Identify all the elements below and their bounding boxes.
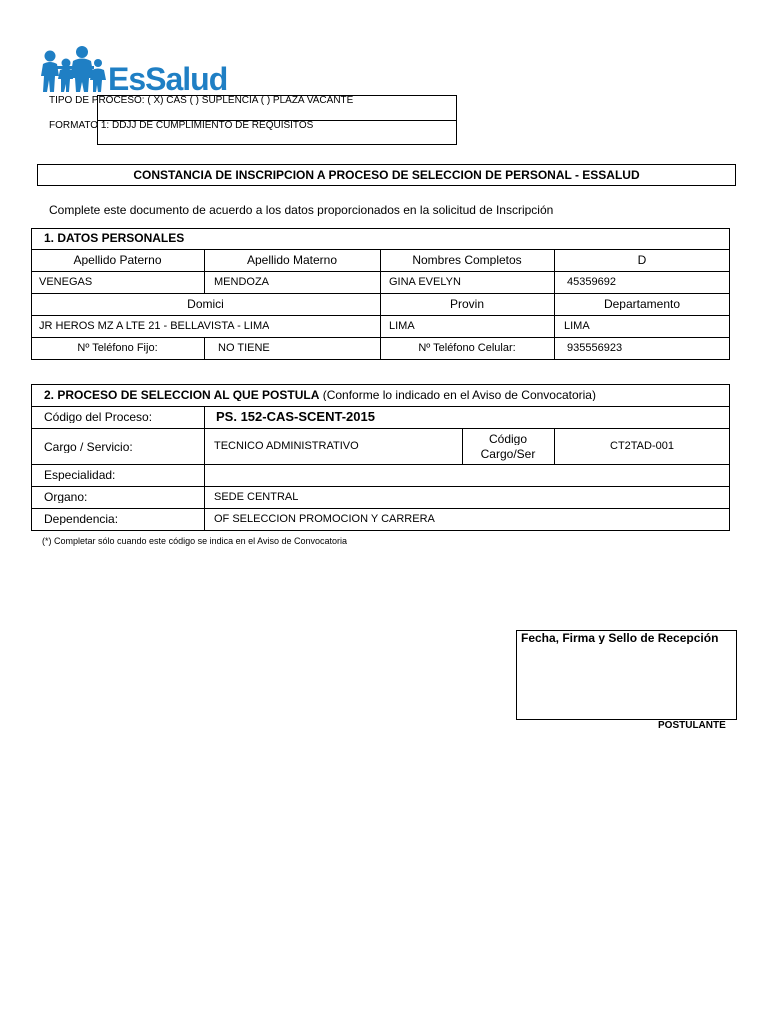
footnote: (*) Completar sólo cuando este código se indica en el Aviso de Convocatoria	[42, 537, 348, 546]
section2-heading	[44, 389, 596, 401]
tel-fijo-value: NO TIENE	[218, 343, 270, 354]
header-domicilio: Domici	[187, 298, 224, 310]
value-dni: 45359692	[567, 277, 616, 288]
dependencia-value: OF SELECCION PROMOCION Y CARRERA	[214, 514, 435, 525]
tel-cel-label: Nº Teléfono Celular:	[418, 343, 516, 354]
tel-cel-value: 935556923	[567, 343, 623, 354]
section2-heading-bold: 2. PROCESO DE SELECCION AL QUE POSTULA	[44, 389, 320, 401]
header-dni: D	[637, 254, 647, 266]
dependencia-label: Dependencia:	[44, 513, 119, 525]
essalud-logo	[40, 44, 230, 96]
section1-heading: 1. DATOS PERSONALES	[44, 232, 185, 244]
header-provincia: Provin	[449, 298, 484, 310]
header-apellido-materno: Apellido Materno	[246, 254, 338, 266]
value-departamento: LIMA	[564, 321, 590, 332]
codigo-proceso-label: Código del Proceso:	[44, 411, 153, 423]
cargo-label: Cargo / Servicio:	[44, 441, 133, 453]
codigo-cargo-label-2: Cargo/Ser	[480, 448, 536, 461]
codigo-cargo-value: CT2TAD-001	[610, 441, 674, 452]
header-nombres: Nombres Completos	[412, 254, 522, 266]
organo-label: Organo:	[44, 491, 88, 503]
codigo-cargo-label-1: Código	[488, 433, 528, 445]
page-title: CONSTANCIA DE INSCRIPCION A PROCESO DE SELECCION DE PERSONAL - ESSALUD	[133, 169, 640, 181]
family-figures-icon	[40, 44, 108, 94]
reception-title: Fecha, Firma y Sello de Recepción	[521, 632, 719, 644]
codigo-proceso-value: PS. 152-CAS-SCENT-2015	[216, 410, 375, 423]
especialidad-label: Especialidad:	[44, 469, 116, 481]
header-departamento: Departamento	[603, 298, 681, 310]
postulante-label: POSTULANTE	[658, 721, 726, 731]
tel-fijo-label: Nº Teléfono Fijo:	[77, 343, 158, 354]
value-apellido-paterno: VENEGAS	[39, 277, 93, 288]
value-provincia: LIMA	[389, 321, 415, 332]
value-apellido-materno: MENDOZA	[214, 277, 269, 288]
tipo-proceso-text: TIPO DE PROCESO: ( X) CAS ( ) SUPLENCIA ( ) PLAZA VACANTE	[49, 96, 354, 106]
header-apellido-paterno: Apellido Paterno	[73, 254, 162, 266]
section2-heading-rest: (Conforme lo indicado en el Aviso de Convocatoria)	[319, 389, 596, 401]
organo-value: SEDE CENTRAL	[214, 492, 299, 503]
intro-text: Complete este documento de acuerdo a los datos proporcionados en la solicitud de Inscripción	[49, 204, 554, 216]
cargo-value: TECNICO ADMINISTRATIVO	[214, 441, 359, 452]
formato-text: FORMATO 1: DDJJ DE CUMPLIMIENTO DE REQUISITOS	[49, 121, 314, 131]
value-nombres: GINA EVELYN	[389, 277, 461, 288]
value-domicilio: JR HEROS MZ A LTE 21 - BELLAVISTA - LIMA	[39, 321, 270, 332]
logo-text: EsSalud	[108, 62, 228, 96]
